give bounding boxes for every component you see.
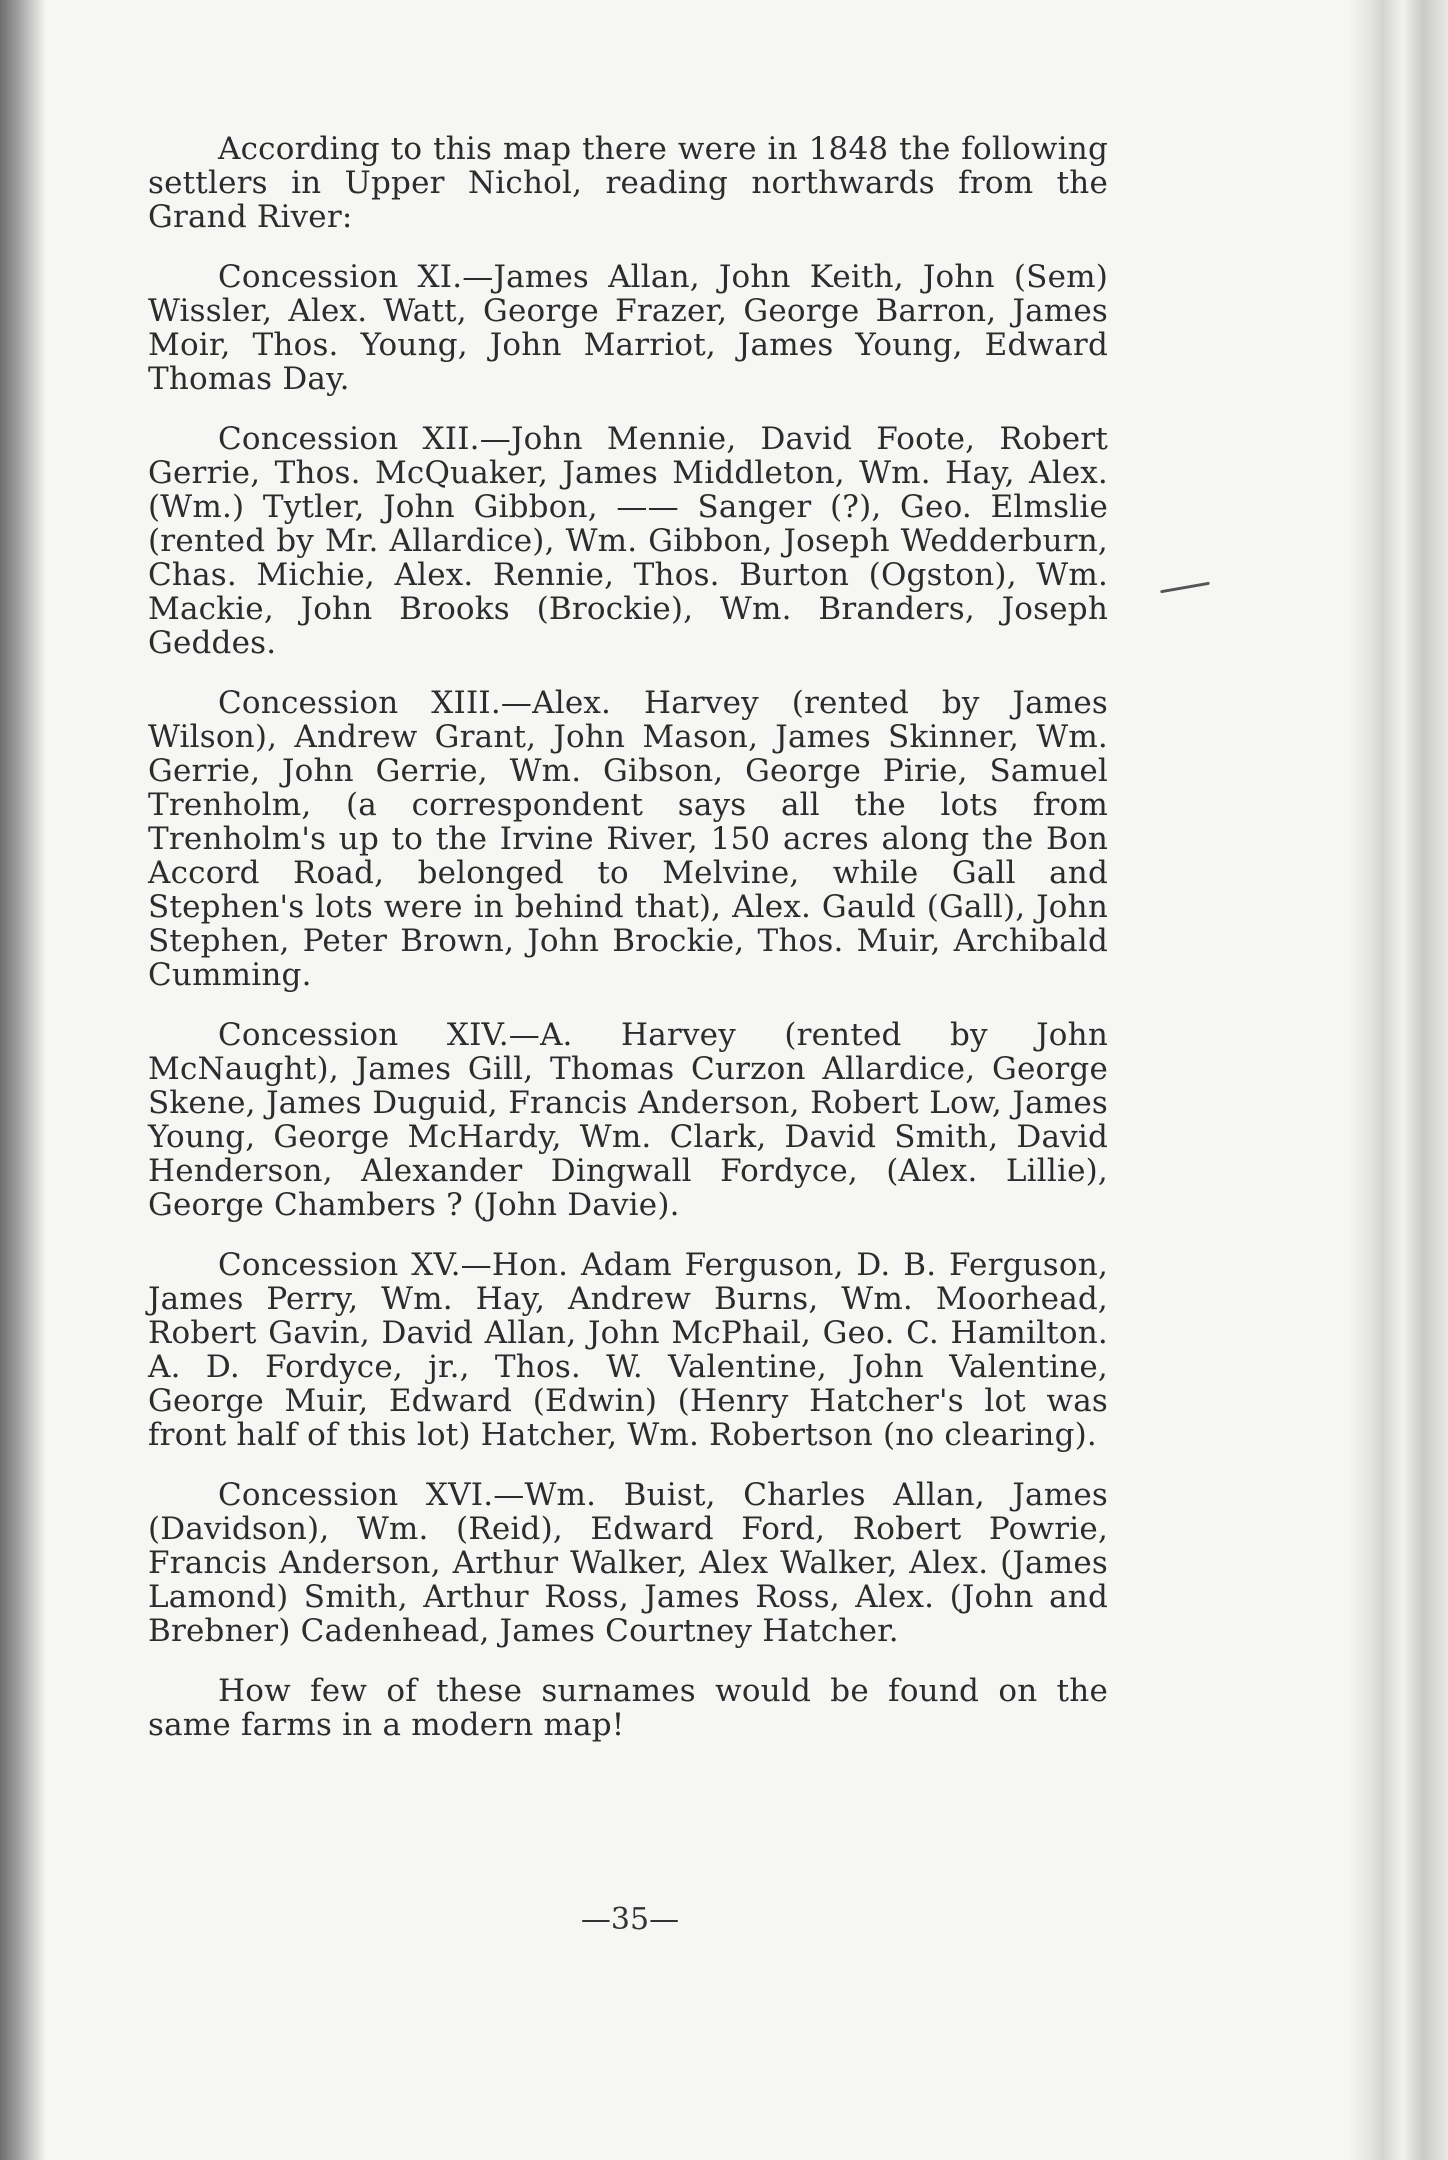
concession-xiv-paragraph: Concession XIV.—A. Harvey (rented by John McNaught), James Gill, Thomas Curzon Allardice, George Skene, James Duguid, Francis Anderson, Robert Low, James Young, George McHardy, Wm. Clark, David Smith, David Henderson, Alexander Dingwall Fordyce, (Alex. Lillie), George Chambers ? (John Davie).	[148, 1017, 1108, 1223]
concession-xii-paragraph: Concession XII.—John Mennie, David Foote, Robert Gerrie, Thos. McQuaker, James Middleton, Wm. Hay, Alex. (Wm.) Tytler, John Gibbon, —— Sanger (?), Geo. Elmslie (rented by Mr. Allardice), Wm. Gibbon, Joseph Wedderburn, Chas. Michie, Alex. Rennie, Thos. Burton (Ogston), Wm. Mackie, John Brooks (Brockie), Wm. Branders, Joseph Geddes.	[148, 421, 1108, 661]
concession-xiii-paragraph: Concession XIII.—Alex. Harvey (rented by James Wilson), Andrew Grant, John Mason, James Skinner, Wm. Gerrie, John Gerrie, Wm. Gibson, George Pirie, Samuel Trenholm, (a correspondent says all the lots from Trenholm's up to the Irvine River, 150 acres along the Bon Accord Road, belonged to Melvine, while Gall and Stephen's lots were in behind that), Alex. Gauld (Gall), John Stephen, Peter Brown, John Brockie, Thos. Muir, Archibald Cumming.	[148, 685, 1108, 993]
concession-xv-paragraph: Concession XV.—Hon. Adam Ferguson, D. B. Ferguson, James Perry, Wm. Hay, Andrew Burns, Wm. Moorhead, Robert Gavin, David Allan, John McPhail, Geo. C. Hamilton. A. D. Fordyce, jr., Thos. W. Valentine, John Valentine, George Muir, Edward (Edwin) (Henry Hatcher's lot was front half of this lot) Hatcher, Wm. Robertson (no clearing).	[148, 1247, 1108, 1453]
margin-mark	[1160, 582, 1210, 594]
closing-paragraph: How few of these surnames would be found on the same farms in a modern map!	[148, 1673, 1108, 1743]
intro-paragraph: According to this map there were in 1848 the following settlers in Upper Nichol, reading northwards from the Grand River:	[148, 131, 1108, 235]
concession-xi-paragraph: Concession XI.—James Allan, John Keith, John (Sem) Wissler, Alex. Watt, George Frazer, George Barron, James Moir, Thos. Young, John Marriot, James Young, Edward Thomas Day.	[148, 259, 1108, 397]
scan-left-edge	[0, 0, 46, 2160]
scan-right-edge	[1348, 0, 1448, 2160]
concession-xvi-paragraph: Concession XVI.—Wm. Buist, Charles Allan, James (Davidson), Wm. (Reid), Edward Ford, Robert Powrie, Francis Anderson, Arthur Walker, Alex Walker, Alex. (James Lamond) Smith, Arthur Ross, James Ross, Alex. (John and Brebner) Cadenhead, James Courtney Hatcher.	[148, 1477, 1108, 1649]
page-number: —35—	[580, 1902, 680, 1937]
page-body	[148, 132, 1108, 1768]
